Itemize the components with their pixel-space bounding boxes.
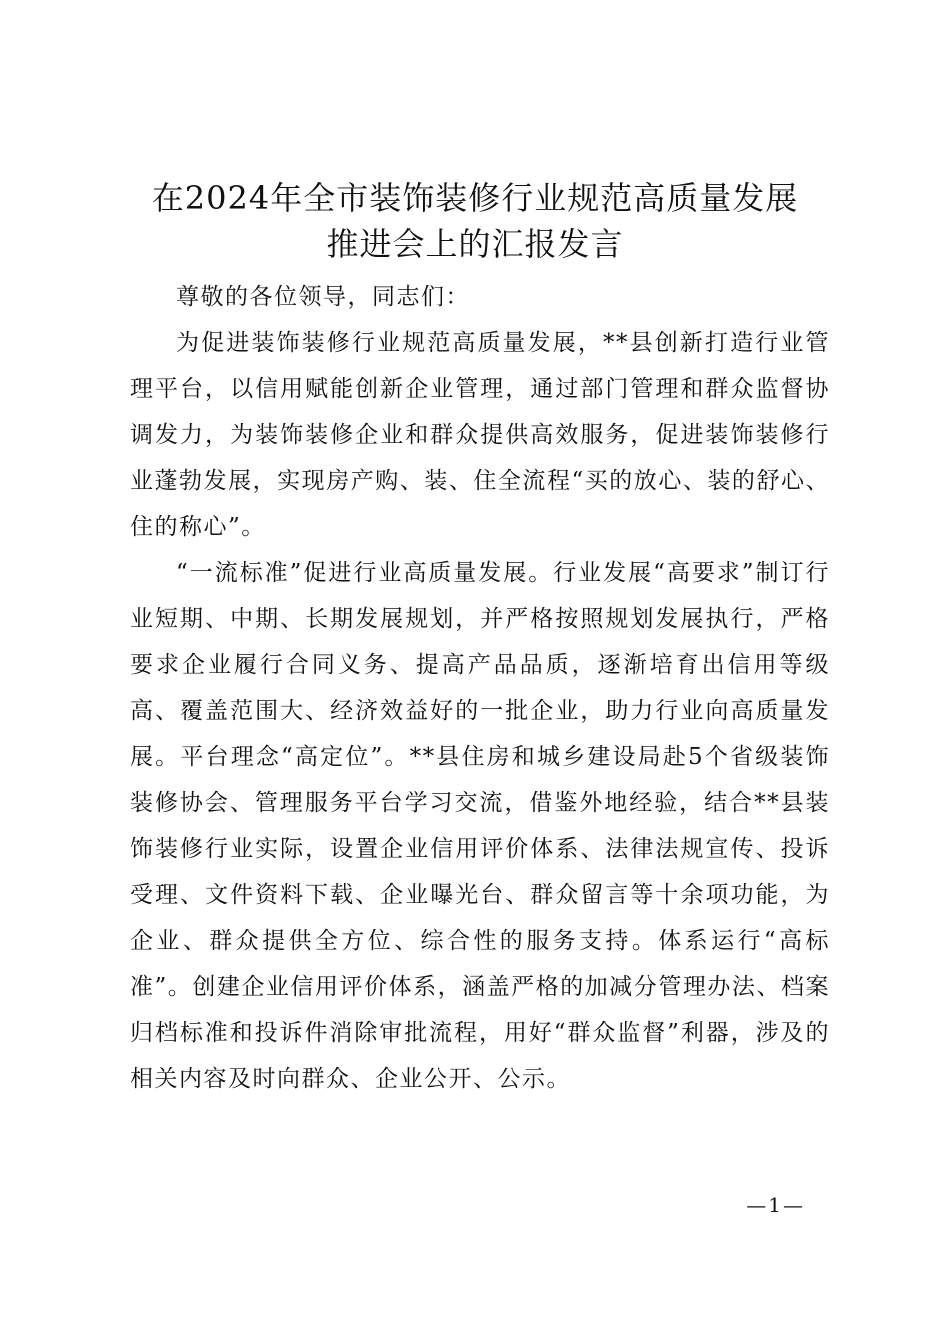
salutation: 尊敬的各位领导，同志们： — [176, 284, 470, 310]
document-title-line-1: 在2024年全市装饰装修行业规范高质量发展 — [151, 179, 799, 217]
document-title-line-2: 推进会上的汇报发言 — [326, 225, 624, 263]
page-number: —1— — [746, 1193, 805, 1217]
paragraph-1: 为促进装饰装修行业规范高质量发展，**县创新打造行业管理平台，以信用赋能创新企业管理，通过部门管理和群众监督协调发力，为装饰装修企业和群众提供高效服务，促进装饰装修行业蓬勃发展，实现房产购、装、住全流程“买的放心、装的舒心、住的称心”。 — [130, 330, 830, 540]
paragraph-2: “一流标准”促进行业高质量发展。行业发展“高要求”制订行业短期、中期、长期发展规划，并严格按照规划发展执行，严格要求企业履行合同义务、提高产品品质，逐渐培育出信用等级高、覆盖范围大、经济效益好的一批企业，助力行业向高质量发展。平台理念“高定位”。**县住房和城乡建设局赴5个省级装饰装修协会、管理服务平台学习交流，借鉴外地经验，结合**县装饰装修行业实际，设置企业信用评价体系、法律法规宣传、投诉受理、文件资料下载、企业曝光台、群众留言等十余项功能，为企业、群众提供全方位、综合性的服务支持。体系运行“高标准”。创建企业信用评价体系，涵盖严格的加减分管理办法、档案归档标准和投诉件消除审批流程，用好“群众监督”利器，涉及的相关内容及时向群众、企业公开、公示。 — [130, 560, 830, 1092]
